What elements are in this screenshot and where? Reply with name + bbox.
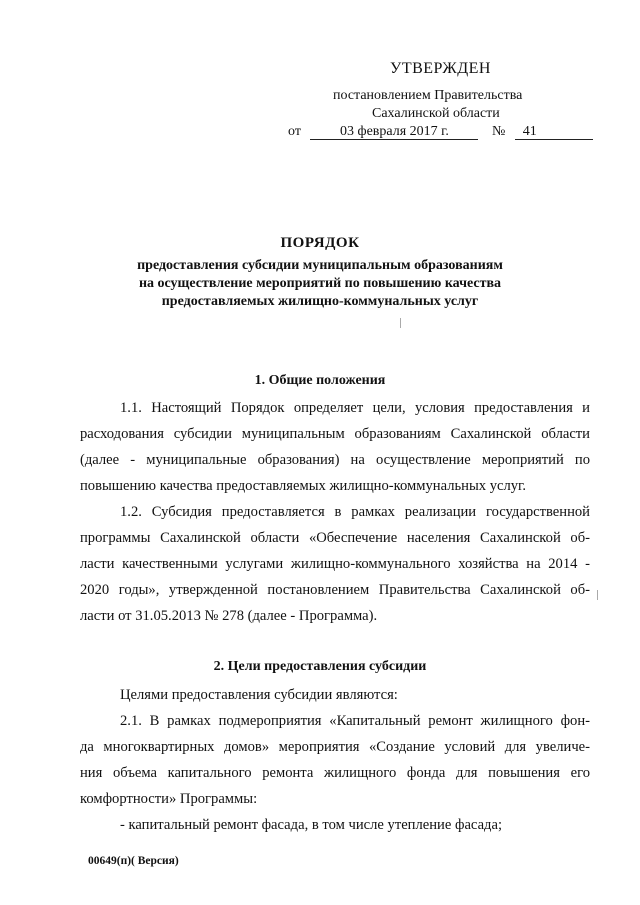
number-prefix: № — [491, 124, 506, 139]
document-subtitle-line-1: предоставления субсидии муниципальным образованиям — [137, 258, 503, 273]
paragraph-line: повышению качества предоставляемых жилищно-коммунальных услуг. — [80, 478, 527, 494]
date-prefix: от — [288, 124, 301, 139]
paragraph-line: ласти качественными услугами жилищно-коммунального хозяйства на 2014 - — [80, 556, 590, 572]
paragraph-line: расходования субсидии муниципальным образованиям Сахалинской области — [80, 426, 590, 442]
paragraph-line: 1.1. Настоящий Порядок определяет цели, условия предоставления и — [120, 400, 590, 416]
approval-number: 41 — [515, 124, 593, 140]
approval-title: УТВЕРЖДЕН — [390, 60, 491, 77]
document-subtitle-line-2: на осуществление мероприятий по повышению качества — [138, 276, 502, 291]
paragraph-line: (далее - муниципальные образования) на осуществление мероприятий по — [80, 452, 590, 468]
paragraph-line: да многоквартирных домов» мероприятия «Создание условий для увеличе- — [80, 739, 590, 755]
paragraph-line: комфортности» Программы: — [80, 791, 258, 807]
footer-code: 00649(п)( Версия) — [88, 855, 179, 867]
document-title: ПОРЯДОК — [280, 235, 360, 251]
paragraph-line: 1.2. Субсидия предоставляется в рамках реализации государственной — [120, 504, 590, 520]
approval-line-2: Сахалинской области — [372, 106, 500, 121]
paragraph-line: ния объема капитального ремонта жилищного фонда для повышения его — [80, 765, 590, 781]
paragraph-line: программы Сахалинской области «Обеспечение населения Сахалинской об- — [80, 530, 590, 546]
approval-line-1: постановлением Правительства — [333, 88, 523, 103]
section-2-heading: 2. Цели предоставления субсидии — [213, 659, 427, 674]
paragraph-line: ласти от 31.05.2013 № 278 (далее - Программа). — [80, 608, 378, 624]
paragraph-line: 2020 годы», утвержденной постановлением Правительства Сахалинской об- — [80, 582, 590, 598]
scan-mark — [400, 318, 401, 328]
paragraph-line: Целями предоставления субсидии являются: — [120, 687, 398, 703]
section-1-heading: 1. Общие положения — [254, 373, 386, 388]
list-item: - капитальный ремонт фасада, в том числе утепление фасада; — [120, 817, 503, 833]
document-subtitle-line-3: предоставляемых жилищно-коммунальных услуг — [161, 294, 479, 309]
scan-mark — [597, 590, 598, 600]
approval-date: 03 февраля 2017 г. — [310, 124, 478, 140]
approval-date-row — [288, 124, 593, 140]
paragraph-line: 2.1. В рамках подмероприятия «Капитальный ремонт жилищного фон- — [120, 713, 590, 729]
